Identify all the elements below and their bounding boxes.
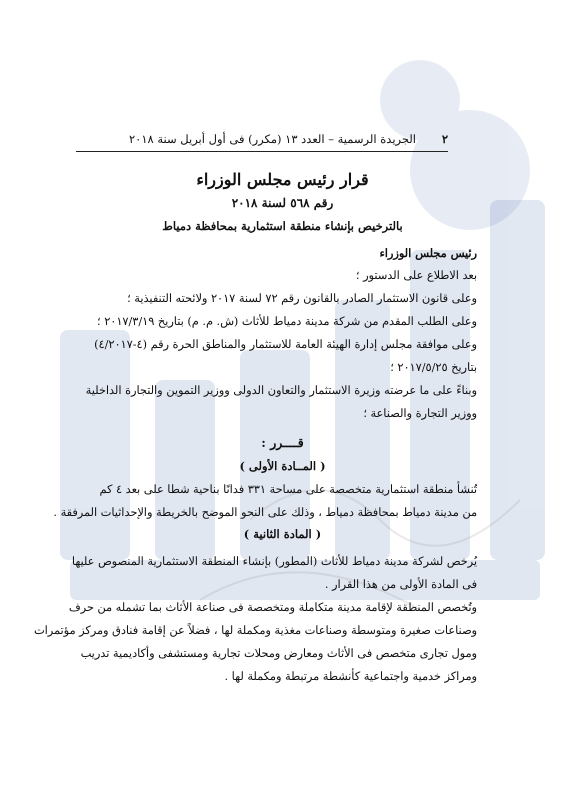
article-2-line: وتُخصص المنطقة لإقامة مدينة متكاملة ومتخصصة فى صناعة الأثاث بما تشمله من حرف bbox=[68, 601, 477, 614]
decided-heading: قــــرر : bbox=[261, 435, 304, 450]
page-header bbox=[76, 129, 448, 152]
article-2-line: فى المادة الأولى من هذا القرار . bbox=[324, 578, 477, 591]
preamble-line: وعلى الطلب المقدم من شركة مدينة دمياط للأثاث (ش. م. م) بتاريخ ٢٠١٧/٣/١٩ ؛ bbox=[97, 315, 477, 328]
decree-number: رقم ٥٦٨ لسنة ٢٠١٨ bbox=[231, 196, 334, 210]
article-2-line: ومراكز خدمية واجتماعية كأنشطة مرتبطة ومكملة لها . bbox=[224, 670, 477, 683]
header-title: الجريدة الرسمية – العدد ١٣ (مكرر) فى أول أبريل سنة ٢٠١٨ bbox=[129, 132, 416, 146]
preamble-line: ووزير التجارة والصناعة ؛ bbox=[363, 407, 477, 420]
article-2-line: وصناعات صغيرة ومتوسطة وصناعات مغذية ومكملة لها ، فضلاً عن إقامة فنادق ومركز مؤتمرات bbox=[33, 624, 477, 637]
article-2-title: ( المادة الثانية ) bbox=[243, 527, 322, 541]
article-2-line: يُرخص لشركة مدينة دمياط للأثاث (المطور) بإنشاء المنطقة الاستثمارية المنصوص عليها bbox=[71, 555, 477, 568]
preamble-line: وبناءً على ما عرضته وزيرة الاستثمار والتعاون الدولى ووزير التموين والتجارة الداخلية bbox=[85, 384, 477, 397]
preamble-line: بتاريخ ٢٠١٧/٥/٢٥ ؛ bbox=[390, 361, 477, 374]
preamble-line: بعد الاطلاع على الدستور ؛ bbox=[355, 269, 477, 282]
article-1-line: تُنشأ منطقة استثمارية متخصصة على مساحة ٣٣١ فدانًا بناحية شطا على بعد ٤ كم bbox=[99, 483, 477, 496]
article-1-line: من مدينة دمياط بمحافظة دمياط ، وذلك على النحو الموضح بالخريطة والإحداثيات المرفقة . bbox=[53, 506, 477, 519]
page-number: ٢ bbox=[441, 132, 448, 146]
decree-subject: بالترخيص بإنشاء منطقة استثمارية بمحافظة دمياط bbox=[162, 219, 403, 233]
preamble-line: وعلى قانون الاستثمار الصادر بالقانون رقم ٧٢ لسنة ٢٠١٧ ولائحته التنفيذية ؛ bbox=[127, 292, 477, 305]
article-1-title: ( المــادة الأولى ) bbox=[239, 459, 326, 473]
article-2-line: ومول تجارى متخصص فى الأثاث ومعارض ومحلات تجارية ومستشفى وأكاديمية تدريب bbox=[80, 647, 477, 660]
decree-title: قرار رئيس مجلس الوزراء bbox=[196, 170, 369, 189]
preamble-line: وعلى موافقة مجلس إدارة الهيئة العامة للاستثمار والمناطق الحرة رقم (٤-٤/٢٠١٧) bbox=[94, 338, 477, 351]
issuer-line: رئيس مجلس الوزراء bbox=[379, 246, 477, 260]
